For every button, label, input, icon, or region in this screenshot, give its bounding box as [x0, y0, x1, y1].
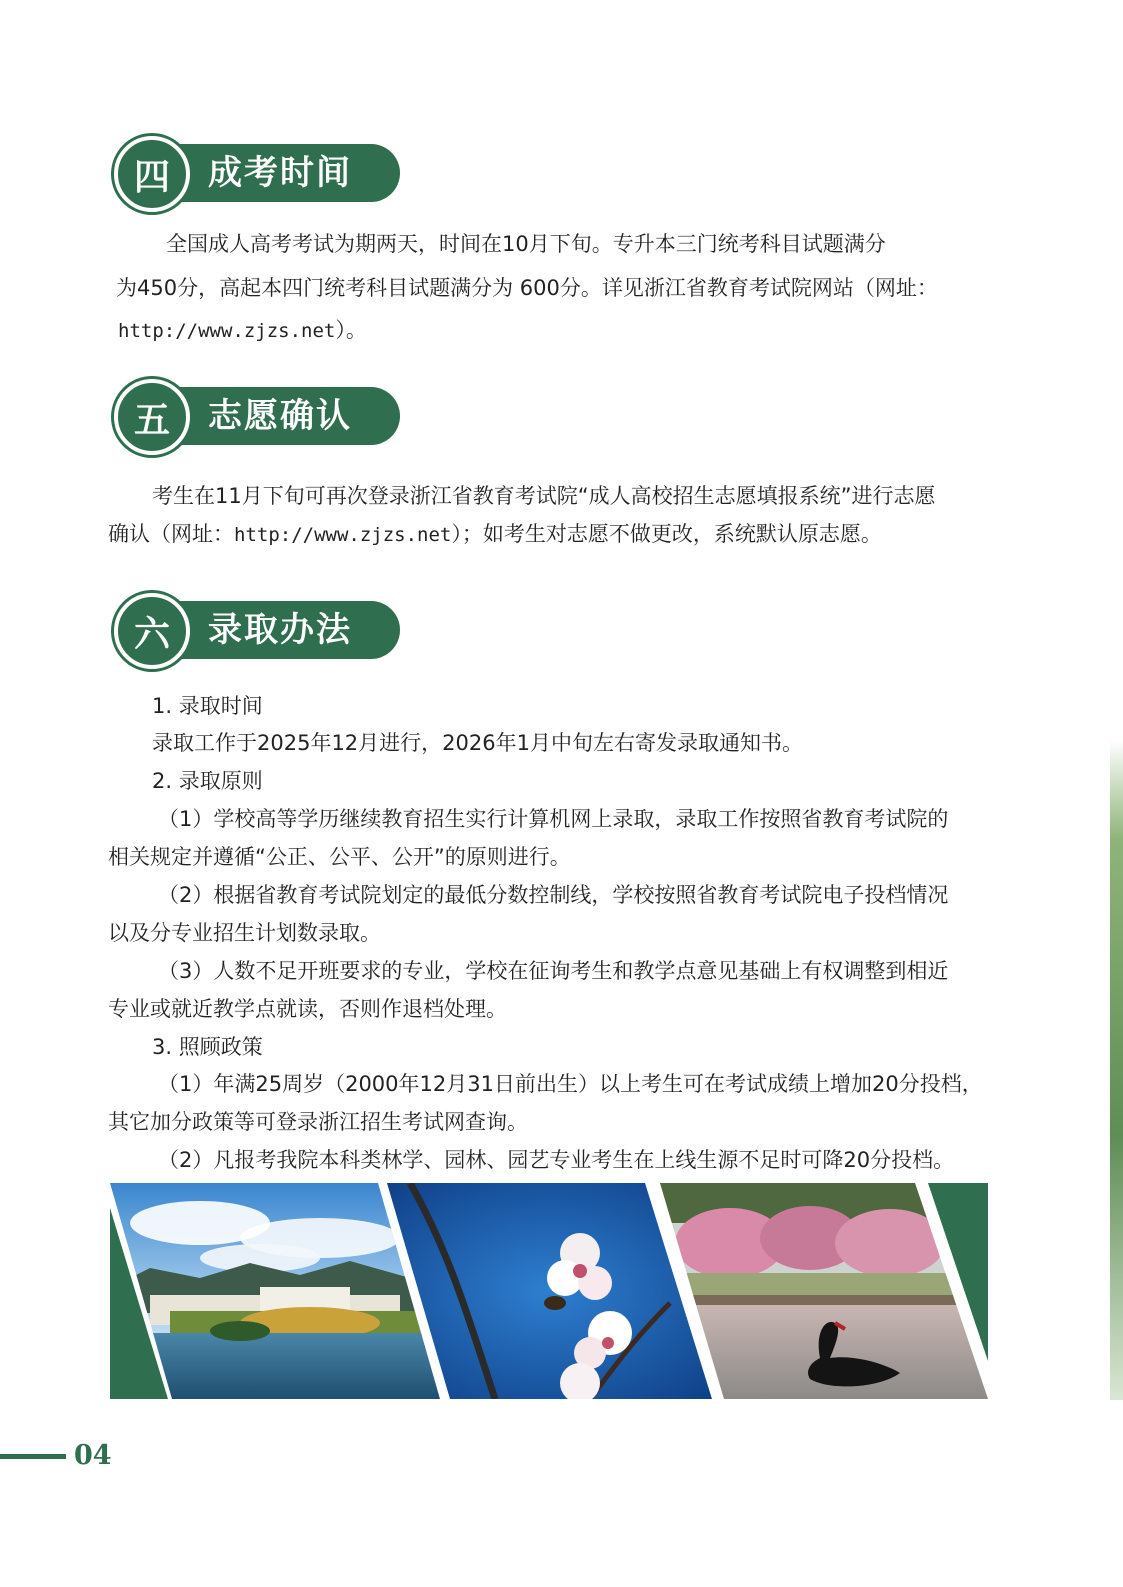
- section4-line1: 全国成人高考考试为期两天，时间在10月下旬。专升本三门统考科目试题满分: [166, 232, 886, 256]
- line-tail: ）。: [335, 318, 367, 342]
- policy-1-line2: 其它加分政策等可登录浙江招生考试网查询。: [108, 1110, 528, 1134]
- website-url: http://www.zjzs.net: [118, 320, 336, 342]
- section-heading-4: [114, 136, 404, 212]
- section-number: 六: [114, 593, 190, 669]
- line-tail: ）；如考生对志愿不做更改，系统默认原志愿。: [451, 522, 882, 546]
- subheading-policy: 3. 照顾政策: [152, 1035, 263, 1059]
- principle-1-line2: 相关规定并遵循“公正、公平、公开”的原则进行。: [108, 845, 571, 869]
- section5-line1: 考生在11月下旬可再次登录浙江省教育考试院“成人高校招生志愿填报系统”进行志愿: [152, 484, 936, 508]
- black-swan-photo: [655, 1183, 988, 1399]
- policy-1-line1: （1）年满25周岁（2000年12月31日前出生）以上考生可在考试成绩上增加20分投档，: [158, 1072, 983, 1096]
- section-title: 成考时间: [208, 153, 352, 193]
- section-number: 四: [114, 136, 190, 212]
- plum-blossom-photo: [380, 1183, 720, 1399]
- section4-line2: 为450分，高起本四门统考科目试题满分为 600分。详见浙江省教育考试院网站（网址：: [116, 276, 938, 300]
- subheading-admission-principle: 2. 录取原则: [152, 769, 263, 793]
- photo-strip: [110, 1183, 988, 1399]
- principle-2-line1: （2）根据省教育考试院划定的最低分数控制线，学校按照省教育考试院电子投档情况: [158, 883, 949, 907]
- admission-time-text: 录取工作于2025年12月进行，2026年1月中旬左右寄发录取通知书。: [152, 731, 803, 755]
- principle-3-line1: （3）人数不足开班要求的专业，学校在征询考生和教学点意见基础上有权调整到相近: [158, 959, 949, 983]
- website-url: http://www.zjzs.net: [234, 524, 452, 546]
- section-heading-5: [114, 379, 404, 455]
- policy-2-line1: （2）凡报考我院本科类林学、园林、园艺专业考生在上线生源不足时可降20分投档。: [158, 1148, 955, 1172]
- section-title: 录取办法: [208, 610, 352, 650]
- section-number: 五: [114, 379, 190, 455]
- section5-line2: [108, 518, 882, 548]
- principle-3-line2: 专业或就近教学点就读，否则作退档处理。: [108, 997, 507, 1021]
- principle-1-line1: （1）学校高等学历继续教育招生实行计算机网上录取，录取工作按照省教育考试院的: [158, 807, 949, 831]
- footer-line: [0, 1454, 66, 1459]
- section-heading-6: [114, 593, 404, 669]
- page-number: 04: [74, 1440, 112, 1471]
- section-title: 志愿确认: [208, 396, 352, 436]
- subheading-admission-time: 1. 录取时间: [152, 694, 263, 718]
- side-decoration: [1110, 740, 1123, 1400]
- principle-2-line2: 以及分专业招生计划数录取。: [108, 921, 381, 945]
- section4-line3: [118, 314, 367, 344]
- line-head: 确认（网址：: [108, 522, 234, 546]
